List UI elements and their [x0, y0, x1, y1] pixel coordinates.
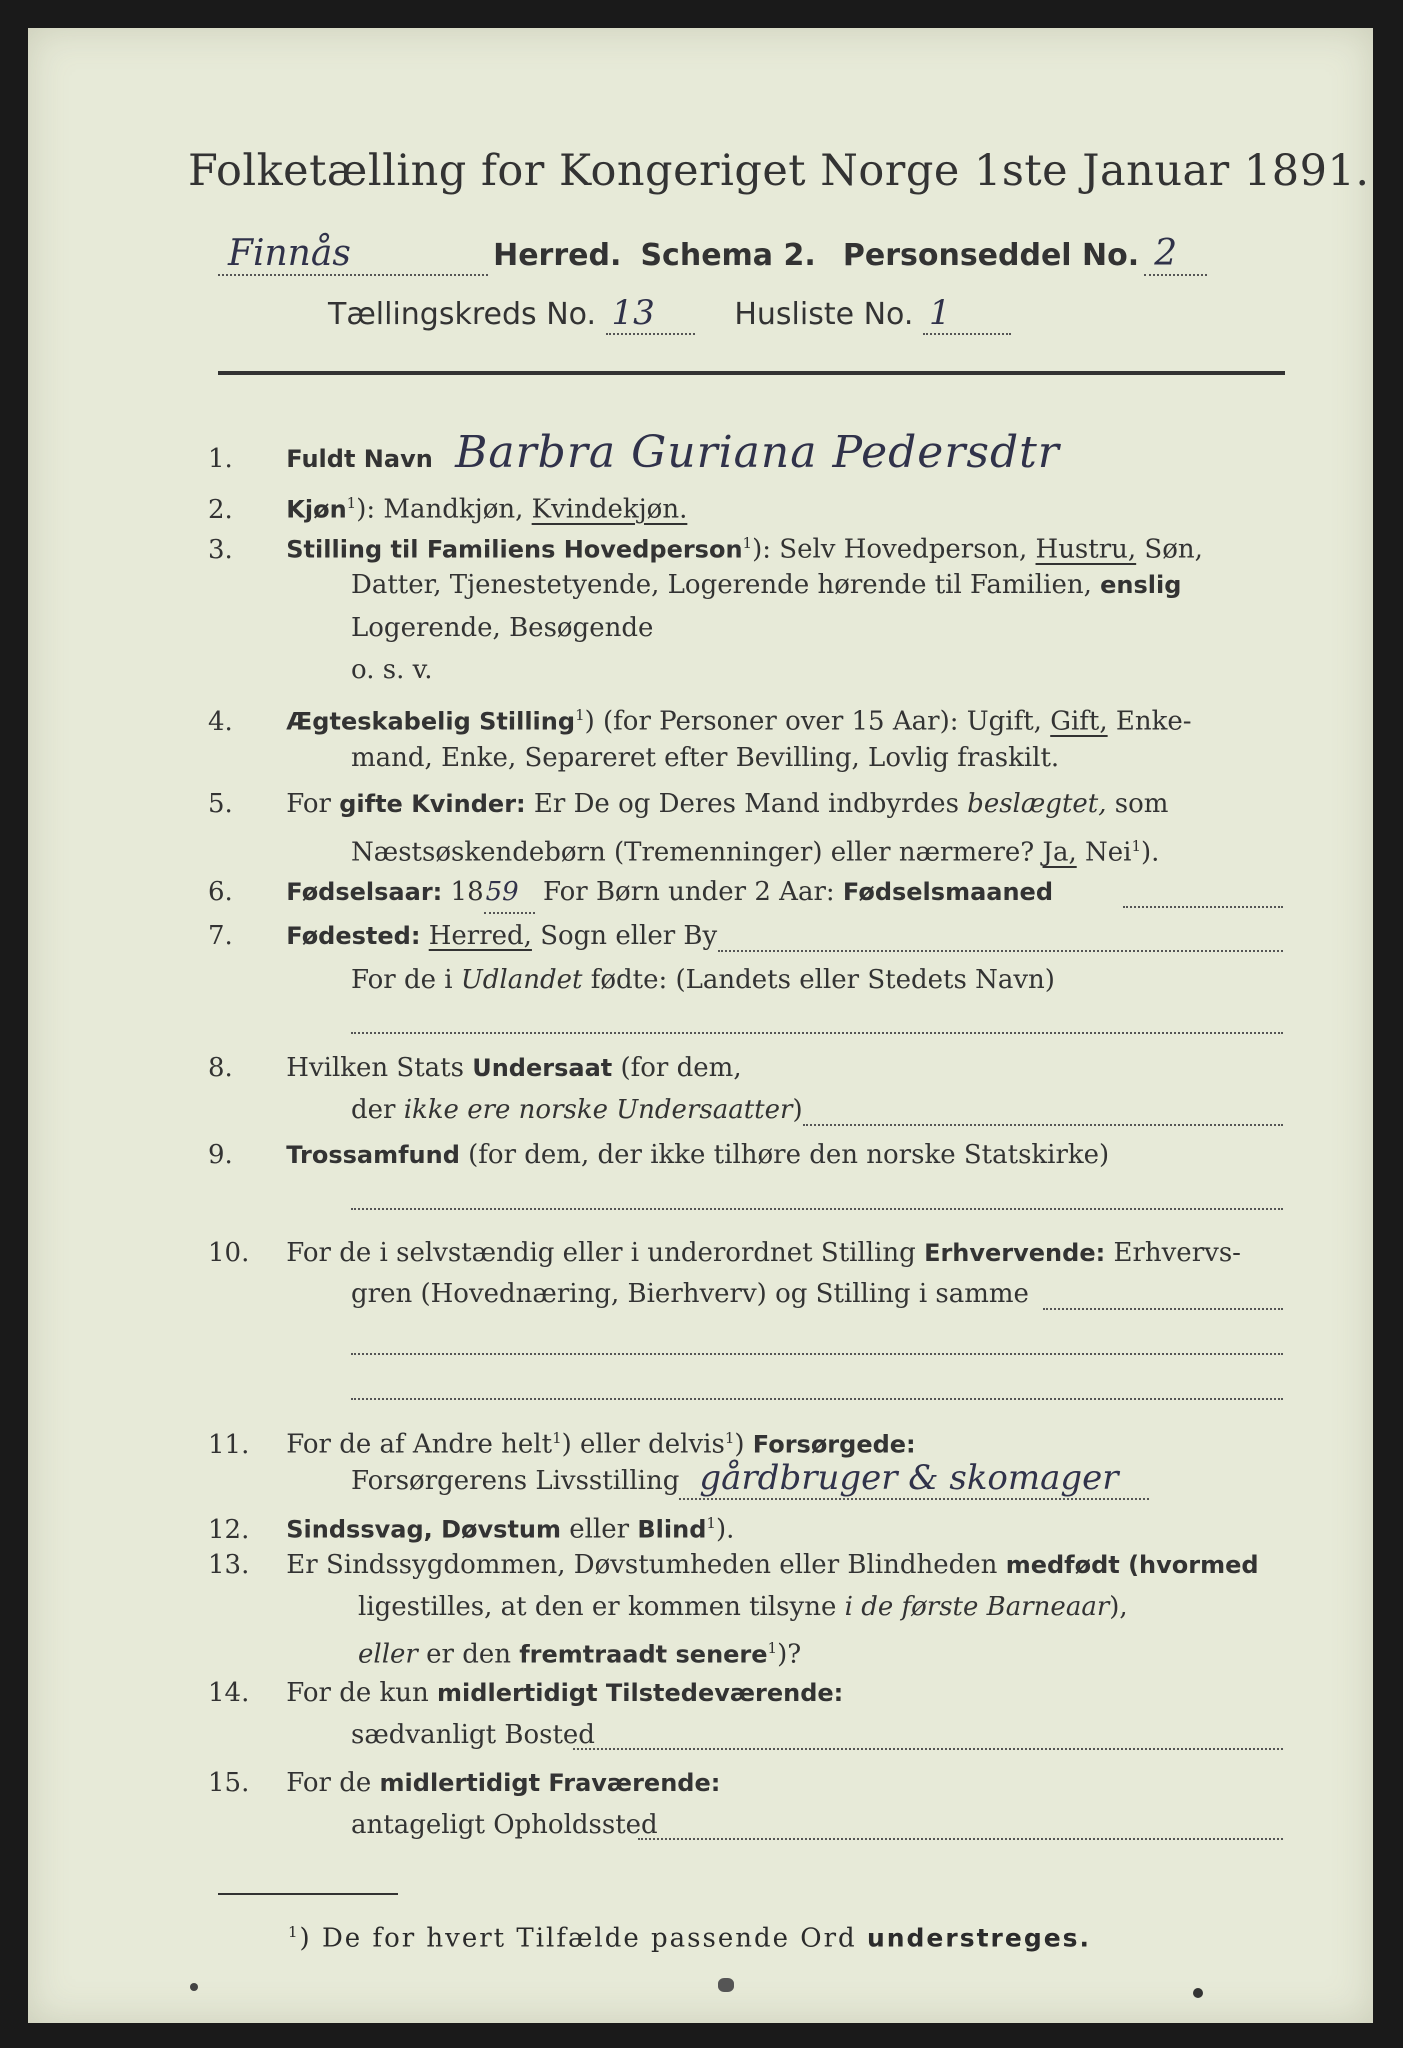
- ink-speck: [718, 1978, 734, 1992]
- footnote-mark: 1: [767, 1639, 778, 1657]
- item-label: Fuldt Navn: [286, 445, 433, 473]
- herred-handwritten: Finnås: [218, 233, 488, 276]
- item-text: Forsørgerens Livsstilling: [351, 1466, 680, 1496]
- item-label: Erhvervende:: [924, 1239, 1106, 1267]
- item-label: Fødested:: [286, 922, 421, 950]
- birth-year-answer: 59: [484, 872, 535, 914]
- item-13-line-2: [358, 1587, 1128, 1627]
- item-text: Enke-: [1107, 706, 1192, 737]
- item-text: ligestilles, at den er kommen tilsyne: [358, 1592, 845, 1622]
- item-number: 3.: [208, 534, 233, 565]
- item-text: For de i: [351, 965, 461, 995]
- item-label: Stilling til Familiens Hovedperson: [286, 535, 743, 564]
- item-text: (for dem,: [612, 1053, 742, 1083]
- item-number: 8.: [208, 1053, 233, 1083]
- item-3-line-3: Logerende, Besøgende: [351, 613, 654, 643]
- item-text: ).: [715, 1514, 735, 1545]
- underlined-choice: Ja,: [1042, 837, 1077, 868]
- item-label: Undersaat: [472, 1054, 613, 1082]
- item-number: 15.: [208, 1768, 250, 1798]
- item-3: [208, 523, 1203, 570]
- schema-label: Schema 2.: [640, 238, 816, 273]
- item-label: gifte Kvinder:: [339, 790, 526, 818]
- footnote-mark: 1: [552, 1429, 562, 1447]
- form-title: Folketælling for Kongeriget Norge 1ste Januar 1891.: [188, 146, 1370, 196]
- item-label: Kjøn: [286, 495, 347, 524]
- item-text: der: [351, 1095, 404, 1125]
- item-label: fremtraadt senere: [519, 1640, 768, 1669]
- fill-line: [351, 1208, 1283, 1210]
- item-text: )?: [777, 1639, 802, 1670]
- taellingskreds-label: Tællingskreds No.: [328, 297, 596, 332]
- fill-line: [351, 1398, 1283, 1400]
- item-text: ): [792, 1095, 803, 1125]
- item-number: 14.: [208, 1678, 250, 1708]
- husliste-number: 1: [923, 293, 1011, 335]
- census-form-sheet: [28, 28, 1373, 2023]
- item-text: ) eller delvis: [561, 1429, 725, 1460]
- footnote-mark: 1: [706, 1514, 716, 1532]
- item-15: [208, 1763, 720, 1803]
- fill-line: [351, 1353, 1283, 1355]
- item-3-line-2: [351, 565, 1181, 605]
- item-text: Er De og Deres Mand indbyrdes: [525, 789, 968, 819]
- item-label: midlertidigt Tilstedeværende:: [437, 1679, 844, 1707]
- fill-line: [718, 950, 1283, 952]
- item-text: Hvilken Stats: [286, 1053, 473, 1083]
- item-label: Forsørgede:: [752, 1430, 916, 1459]
- item-number: 5.: [208, 789, 233, 819]
- item-text: Næstsøskendebørn (Tremenninger) eller nærmere?: [351, 837, 1043, 868]
- item-11-line-2: [351, 1458, 1149, 1501]
- item-text: For: [286, 789, 340, 819]
- item-3-line-4: o. s. v.: [351, 655, 433, 685]
- header-divider: [218, 371, 1285, 375]
- item-text: Erhvervs-: [1105, 1238, 1241, 1268]
- provider-occupation-answer: gårdbruger & skomager: [679, 1458, 1148, 1500]
- item-5-line-2: [351, 826, 1159, 873]
- fill-line: [573, 1748, 1283, 1750]
- item-italic: i de første Barneaar: [844, 1592, 1110, 1622]
- taellingskreds-number: 13: [606, 293, 695, 335]
- personseddel-label: Personseddel No.: [842, 238, 1140, 273]
- item-9: [208, 1135, 1109, 1175]
- footnote-mark: 1: [1131, 837, 1141, 855]
- item-label: midlertidigt Fraværende:: [379, 1769, 721, 1797]
- item-13-line-3: [358, 1628, 801, 1675]
- item-italic: eller: [358, 1639, 418, 1670]
- item-text: ): [734, 1429, 753, 1460]
- item-label: Trossamfund: [286, 1141, 460, 1169]
- item-10: [208, 1233, 1241, 1273]
- item-text: For de: [286, 1768, 380, 1798]
- item-13: [208, 1545, 1259, 1585]
- item-text: ): Mandkjøn,: [356, 494, 532, 525]
- item-number: 9.: [208, 1140, 233, 1170]
- item-label: Sindssvag, Døvstum: [286, 1515, 562, 1544]
- fill-line: [1043, 1308, 1283, 1310]
- item-text: ),: [1109, 1592, 1128, 1622]
- item-label: medfødt: [1005, 1551, 1120, 1579]
- item-5: [208, 784, 1168, 824]
- item-number: 10.: [208, 1238, 250, 1268]
- item-italic: beslægtet,: [967, 789, 1107, 819]
- item-text: 18: [442, 877, 484, 907]
- item-7: [208, 916, 717, 956]
- footnote-mark: 1: [724, 1429, 735, 1447]
- item-label: enslig: [1100, 571, 1182, 599]
- item-text: ): Selv Hovedperson,: [752, 534, 1036, 565]
- header-line-taelling: [328, 293, 1011, 335]
- footnote-mark: 1: [742, 534, 753, 552]
- item-label: Ægteskabelig Stilling: [286, 707, 576, 736]
- item-number: 7.: [208, 921, 233, 951]
- footnote-mark: 1: [288, 1923, 300, 1941]
- footnote-bold: understreges.: [866, 1923, 1092, 1953]
- item-text: (hvormed: [1119, 1551, 1259, 1579]
- fill-line: [1123, 906, 1283, 908]
- item-15-line-2: antageligt Opholdssted: [351, 1810, 658, 1840]
- item-text: Datter, Tjenestetyende, Logerende hørende til Familien,: [351, 570, 1101, 600]
- item-text: For de af Andre helt: [286, 1429, 553, 1460]
- item-8-line-2: [351, 1090, 803, 1130]
- ink-speck: [1193, 1988, 1203, 1998]
- item-number: 6.: [208, 877, 233, 907]
- fill-line: [351, 1032, 1283, 1034]
- footnote-divider: [218, 1893, 398, 1895]
- underlined-choice: Herred,: [428, 921, 532, 951]
- item-label: Fødselsaar:: [286, 878, 443, 906]
- item-text: For Børn under 2 Aar:: [534, 877, 843, 907]
- full-name-answer: Barbra Guriana Pedersdtr: [455, 427, 1060, 478]
- item-label: Fødselsmaaned: [842, 878, 1054, 906]
- item-text: eller: [561, 1514, 638, 1545]
- item-number: 2.: [208, 494, 233, 525]
- footnote-text: ) De for hvert Tilfælde passende Ord: [299, 1923, 867, 1954]
- item-number: 4.: [208, 706, 233, 737]
- fill-line: [638, 1838, 1283, 1840]
- item-number: 13.: [208, 1550, 250, 1580]
- husliste-label: Husliste No.: [734, 297, 914, 332]
- item-8: [208, 1048, 742, 1088]
- item-14: [208, 1673, 843, 1713]
- item-text: ) (for Personer over 15 Aar): Ugift,: [584, 706, 1051, 737]
- herred-label: Herred.: [493, 238, 622, 273]
- item-text: fødte: (Landets eller Stedets Navn): [582, 965, 1055, 995]
- footnote-mark: 1: [575, 706, 585, 724]
- item-14-line-2: sædvanligt Bosted: [351, 1720, 595, 1750]
- personseddel-number: 2: [1144, 233, 1207, 276]
- item-text: ).: [1140, 837, 1160, 868]
- item-4: [208, 695, 1192, 742]
- item-10-line-2: gren (Hovednæring, Bierhverv) og Stilling i samme: [351, 1279, 1029, 1309]
- item-12: [208, 1503, 734, 1550]
- item-text: For de i selvstændig eller i underordnet Stilling: [286, 1238, 925, 1268]
- item-number: 12.: [208, 1514, 250, 1545]
- item-text: For de kun: [286, 1678, 438, 1708]
- item-6: [208, 872, 1053, 914]
- fill-line: [803, 1124, 1283, 1126]
- underlined-choice: Kvindekjøn.: [531, 494, 688, 525]
- item-7-line-2: [351, 960, 1055, 1000]
- item-italic: ikke ere norske Undersaatter: [403, 1095, 793, 1125]
- item-number: 11.: [208, 1429, 250, 1460]
- item-text: Er Sindssygdommen, Døvstumheden eller Blindheden: [286, 1550, 1006, 1580]
- footnote-mark: 1: [346, 494, 357, 512]
- item-text: er den: [417, 1639, 520, 1670]
- item-1: [208, 427, 1060, 479]
- item-text: Nei: [1076, 837, 1132, 868]
- item-italic: Udlandet: [460, 965, 583, 995]
- footnote: [288, 1923, 1091, 1954]
- ink-speck: [190, 1983, 198, 1991]
- item-text: (for dem, der ikke tilhøre den norske Statskirke): [459, 1140, 1110, 1170]
- underlined-choice: Hustru,: [1035, 534, 1137, 565]
- item-4-line-2: mand, Enke, Separeret efter Bevilling, Lovlig fraskilt.: [351, 743, 1060, 773]
- item-text: som: [1106, 789, 1169, 819]
- item-text: Sogn eller By: [531, 921, 718, 951]
- underlined-choice: Gift,: [1050, 706, 1108, 737]
- item-label: Blind: [637, 1515, 707, 1544]
- item-number: 1.: [208, 444, 233, 474]
- header-line-herred: [218, 233, 1207, 276]
- item-text: Søn,: [1136, 534, 1203, 565]
